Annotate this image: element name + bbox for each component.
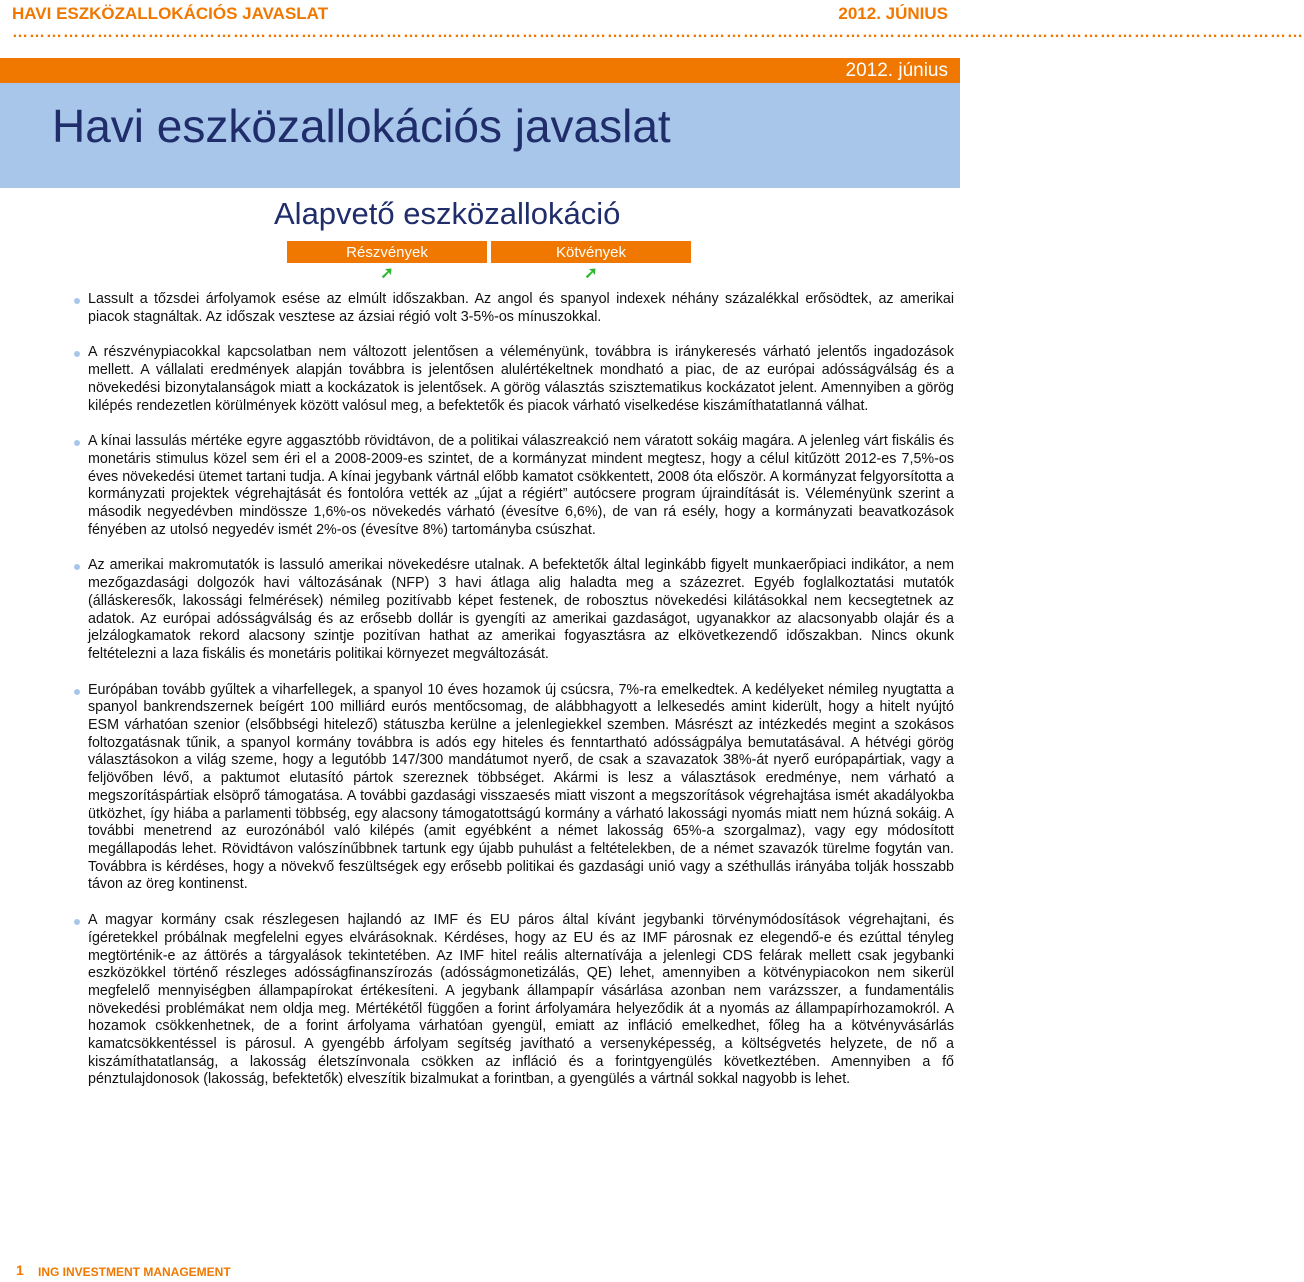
bonds-up-arrow-icon: ➚ bbox=[491, 263, 691, 283]
equities-up-arrow-icon: ➚ bbox=[287, 263, 487, 283]
allocation-heading: Alapvető eszközallokáció bbox=[274, 196, 621, 231]
bullet-us-macro: Az amerikai makromutatók is lassuló amerikai növekedésre utalnak. A befektetők által leginkább figyelt munkaerőpiaci indikátor, a nem mezőgazdasági dolgozók havi változásának (NFP) 3 havi átlaga alig haladta meg a százezret. Egyéb foglalkoztatási mutatók (álláskeresők, lakossági felmérések) némileg pozitívabb képet festenek, de robosztus növekedési kilátásokkal nem kecsegtetnek az adatok. Az európai adósságválság és az erősebb dollár is gyengíti az amerikai gazdaságot, ugyanakkor az alacsonyabb olajár és a jelzálogkamatok rekord alacsony szintje pozitívan hathat az amerikai fogyasztásra az elkövetkezendő időszakban. Nincs okunk feltételezni a laza fiskális és monetáris politikai környezet megváltozását. bbox=[88, 557, 954, 662]
bullet-europe: Európában tovább gyűltek a viharfellegek, a spanyol 10 éves hozamok új csúcsra, 7%-ra emelkedtek. A kedélyeket némileg nyugtatta a spanyol bankrendszernek beígért 100 milliárd eurós mentőcsomag, de alábbhagyott a lelkesedés amint kiderült, hogy a hitelt nyújtó ESM várhatóan szenior (elsőbbségi hitelező) státuszba kerülne a jelenlegiekkel szemben. Másrészt az intézkedés megint a szokásos foltozgatásnak tűnik, a spanyol kormány továbbra is adós egy hiteles és fenntartható adósságpálya bemutatásával. A hétvégi görög választásokon a világ szeme, hogy a legutóbb 147/300 mandátumot nyerő, de csak a szavazatok 38%-át nyerő európapártiak, vagy a feljövőben lévő, a paktumot elutasító pártok szereznek többséget. Akármi is lesz a választások eredménye, nem várható a megszorításpártiak elsöprő támogatása. A további gazdasági visszaesés miatt viszont a megszorítások végrehajtása ismét akadályokba ütközhet, így hiába a parlamenti többség, egy alacsony támogatottságú kormány a várható lakossági nyomás miatt nem húzná sokáig. A további menetrend az eurozónából való kilépés (amit egyébként a német lakosság 65%-a szorgalmaz), vagy egy módosított megállapodás lehet. Rövidtávon valószínűbbnek tartunk egy újabb puhulást a feltételekben, de a német szavazók türelme fogytán van. Továbbra is kérdéses, hogy a növekvő feszültségek egy erősebb politikai és gazdasági unió vagy a széthullás irányába tolják hosszabb távon az öreg kontinenst. bbox=[88, 681, 954, 893]
page-number: 1 bbox=[16, 1262, 24, 1278]
allocation-table bbox=[283, 241, 695, 283]
bonds-header: Kötvények bbox=[491, 241, 691, 263]
bullet-china: A kínai lassulás mértéke egyre aggasztóbb rövidtávon, de a politikai válaszreakció nem váratott sokáig magára. A jelenleg várt fiskális és monetáris stimulus közel sem éri el a 2008-2009-es szintet, de a kormányzat mindent megtesz, hogy a célul kitűzött 2012-es 7,5%-os éves növekedési ütemet tartani tudja. A kínai jegybank vártnál előbb kamatot csökkentett, 2008 óta először. A kormányzat felgyorsította a kormányzati projektek végrehajtását és fontolóra vették az „újat a régiért” autócsere program újraindítását is. Véleményünk szerint a második negyedévben mindössze 1,6%-os növekedés várható (évesítve 6,6%), de van rá esély, hogy a kormányzati beavatkozások fényében az utolsó negyedév ismét 2%-os (évesítve 8%) tartományba csúszhat. bbox=[88, 433, 954, 538]
header-date: 2012. JÚNIUS bbox=[838, 4, 948, 23]
commentary-list bbox=[88, 291, 954, 1107]
title-banner bbox=[0, 83, 960, 188]
banner-date: 2012. június bbox=[845, 60, 948, 81]
bullet-hungary: A magyar kormány csak részlegesen hajlandó az IMF és EU páros által kívánt jegybanki törvénymódosítások végrehajtani, és ígéretekkel próbálnak megfelelni egyes elvárásoknak. Kérdéses, hogy az EU és az IMF párosnak ez elegendő-e és ezúttal tényleg megtörténik-e az áttörés a tárgyalások tekintetében. Az IMF hitel reális alternatívája a jelenlegi CDS felárak mellett csak jegybanki eszközökkel történő részleges adósságfinanszírozás (adósságmonetizálás, QE) lehet, amennyiben a kötvénypiacokon nem sikerül megfelelő mennyiségben állampapírokat értékesíteni. A jegybank állampapír vásárlása azonban nem varázsszer, a fundamentális növekedési problémákat nem oldja meg. Mértékétől függően a forint árfolyamára helyeződik át a nyomás az állampapírhozamokról. A hozamok csökkenhetnek, de a forint árfolyama várhatóan gyengül, emiatt az infláció emelkedhet, főleg ha a kötvényvásárlás kamatcsökkentéssel is párosul. A gyengébb árfolyam segítség javítható a versenyképesség, a költségvetés helyzete, de nő a kiszámíthatatlanság, a lakosság életszínvonala csökken az infláció és a forintgyengülés következtében. Amennyiben a fő pénztulajdonosok (lakosság, befektetők) elveszítik bizalmukat a forintban, a gyengülés a vártnál sokkal nagyobb is lehet. bbox=[88, 912, 954, 1088]
footer-brand: ING INVESTMENT MANAGEMENT bbox=[38, 1265, 231, 1279]
page-title: Havi eszközallokációs javaslat bbox=[52, 100, 671, 152]
dotted-divider: ………………………………………………………………………………………………………………………………………………………………………………………………………… bbox=[12, 24, 1304, 41]
bullet-equities: A részvénypiacokkal kapcsolatban nem változott jelentősen a véleményünk, továbbra is iránykeresés várható jelentős ingadozások mellett. A vállalati eredmények alapján továbbra is jelentősen alulértékeltnek mondható a piac, de az európai adósságválság és a növekedési bizonytalanságok miatt a kockázatok is jelentősek. A görög választás szisztematikus kockázatot jelent. Amennyiben a görög kilépés rendezetlen körülmények között valósul meg, a befektetők és piacok várható viselkedése kiszámíthatatlanná válhat. bbox=[88, 344, 954, 414]
document-footer bbox=[0, 1262, 960, 1282]
date-bar bbox=[0, 58, 960, 83]
header-title: HAVI ESZKÖZALLOKÁCIÓS JAVASLAT bbox=[12, 4, 329, 23]
equities-header: Részvények bbox=[287, 241, 487, 263]
bullet-market-summary: Lassult a tőzsdei árfolyamok esése az elmúlt időszakban. Az angol és spanyol indexek néhány százalékkal erősödtek, az amerikai piacok stagnáltak. Az időszak vesztese az ázsiai régió volt 3-5%-os mínuszokkal. bbox=[88, 291, 954, 325]
